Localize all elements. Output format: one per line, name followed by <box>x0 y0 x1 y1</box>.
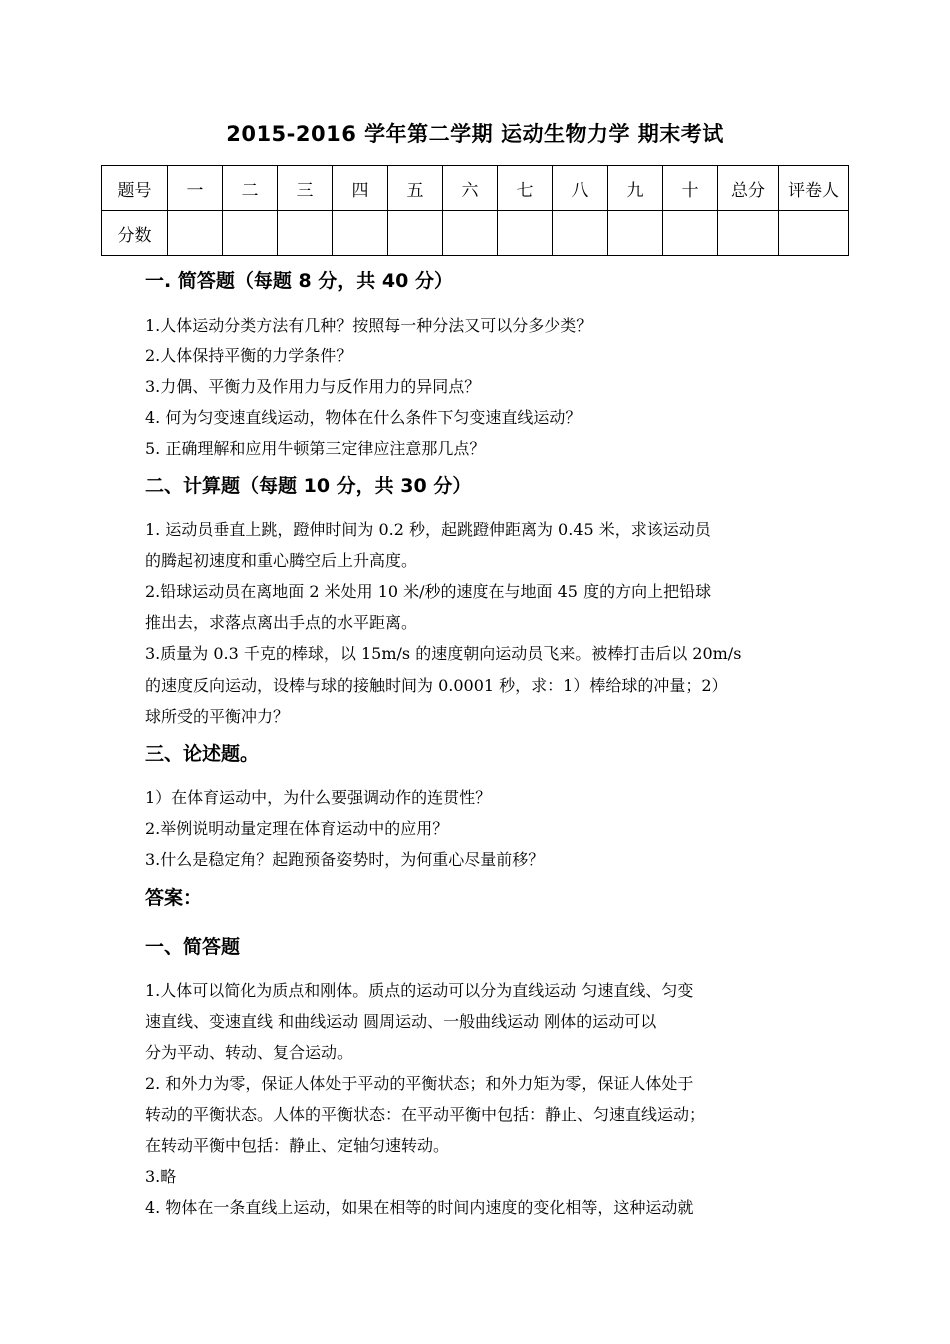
score-cell <box>168 211 223 256</box>
question-line: 4. 何为匀变速直线运动，物体在什么条件下匀变速直线运动？ <box>145 408 582 427</box>
score-row <box>102 211 849 256</box>
question-line: 1.人体运动分类方法有几种？按照每一种分法又可以分多少类？ <box>145 316 593 335</box>
question-line: 3.质量为 0.3 千克的棒球，以 15m/s 的速度朝向运动员飞来。被棒打击后以 20m/s <box>145 644 742 663</box>
answer-line: 2. 和外力为零，保证人体处于平动的平衡状态；和外力矩为零，保证人体处于 <box>145 1074 694 1093</box>
score-cell <box>388 211 443 256</box>
answer-line: 在转动平衡中包括：静止、定轴匀速转动。 <box>145 1136 450 1155</box>
header-cell: 八 <box>553 166 608 211</box>
header-cell: 评卷人 <box>779 166 849 211</box>
section-heading-essay: 三、论述题。 <box>145 743 260 765</box>
score-cell <box>779 211 849 256</box>
question-line: 1）在体育运动中，为什么要强调动作的连贯性？ <box>145 788 492 807</box>
header-cell: 二 <box>223 166 278 211</box>
header-cell: 六 <box>443 166 498 211</box>
question-line: 2.举例说明动量定理在体育运动中的应用？ <box>145 819 449 838</box>
answer-line: 3.略 <box>145 1167 177 1186</box>
header-cell: 题号 <box>102 166 168 211</box>
exam-title: 2015-2016 学年第二学期 运动生物力学 期末考试 <box>226 122 724 146</box>
question-line: 1. 运动员垂直上跳，蹬伸时间为 0.2 秒，起跳蹬伸距离为 0.45 米，求该运动员 <box>145 520 711 539</box>
score-cell <box>553 211 608 256</box>
question-line: 2.铅球运动员在离地面 2 米处用 10 米/秒的速度在与地面 45 度的方向上把铅球 <box>145 582 712 601</box>
answer-line: 速直线、变速直线 和曲线运动 圆周运动、一般曲线运动 刚体的运动可以 <box>145 1012 657 1031</box>
header-cell: 五 <box>388 166 443 211</box>
answer-line: 转动的平衡状态。人体的平衡状态：在平动平衡中包括：静止、匀速直线运动； <box>145 1105 706 1124</box>
score-cell <box>498 211 553 256</box>
question-line: 推出去，求落点离出手点的水平距离。 <box>145 613 418 632</box>
score-label-cell: 分数 <box>102 211 168 256</box>
question-line: 5. 正确理解和应用牛顿第三定律应注意那几点？ <box>145 439 486 458</box>
answers-heading: 答案： <box>145 887 203 909</box>
answer-line: 4. 物体在一条直线上运动，如果在相等的时间内速度的变化相等，这种运动就 <box>145 1198 694 1217</box>
section-heading-short-answer: 一. 简答题（每题 8 分，共 40 分） <box>145 270 453 292</box>
header-cell: 四 <box>333 166 388 211</box>
header-cell: 七 <box>498 166 553 211</box>
question-line: 2.人体保持平衡的力学条件？ <box>145 346 353 365</box>
question-line: 的腾起初速度和重心腾空后上升高度。 <box>145 551 418 570</box>
section-heading-calculation: 二、计算题（每题 10 分，共 30 分） <box>145 475 472 497</box>
score-cell <box>663 211 718 256</box>
score-cell <box>443 211 498 256</box>
score-cell <box>333 211 388 256</box>
answer-line: 分为平动、转动、复合运动。 <box>145 1043 354 1062</box>
question-line: 3.力偶、平衡力及作用力与反作用力的异同点？ <box>145 377 481 396</box>
answer-line: 1.人体可以简化为质点和刚体。质点的运动可以分为直线运动 匀速直线、匀变 <box>145 981 694 1000</box>
question-line: 3.什么是稳定角？起跑预备姿势时，为何重心尽量前移？ <box>145 850 545 869</box>
header-cell: 总分 <box>718 166 779 211</box>
header-cell: 九 <box>608 166 663 211</box>
question-number-row <box>102 166 849 211</box>
score-cell <box>718 211 779 256</box>
question-line: 的速度反向运动，设棒与球的接触时间为 0.0001 秒，求：1）棒给球的冲量；2） <box>145 676 728 695</box>
score-cell <box>278 211 333 256</box>
header-cell: 三 <box>278 166 333 211</box>
score-cell <box>608 211 663 256</box>
question-line: 球所受的平衡冲力？ <box>145 707 290 726</box>
score-cell <box>223 211 278 256</box>
header-cell: 一 <box>168 166 223 211</box>
answers-section-heading: 一、简答题 <box>145 936 241 958</box>
header-cell: 十 <box>663 166 718 211</box>
score-table <box>101 165 849 256</box>
